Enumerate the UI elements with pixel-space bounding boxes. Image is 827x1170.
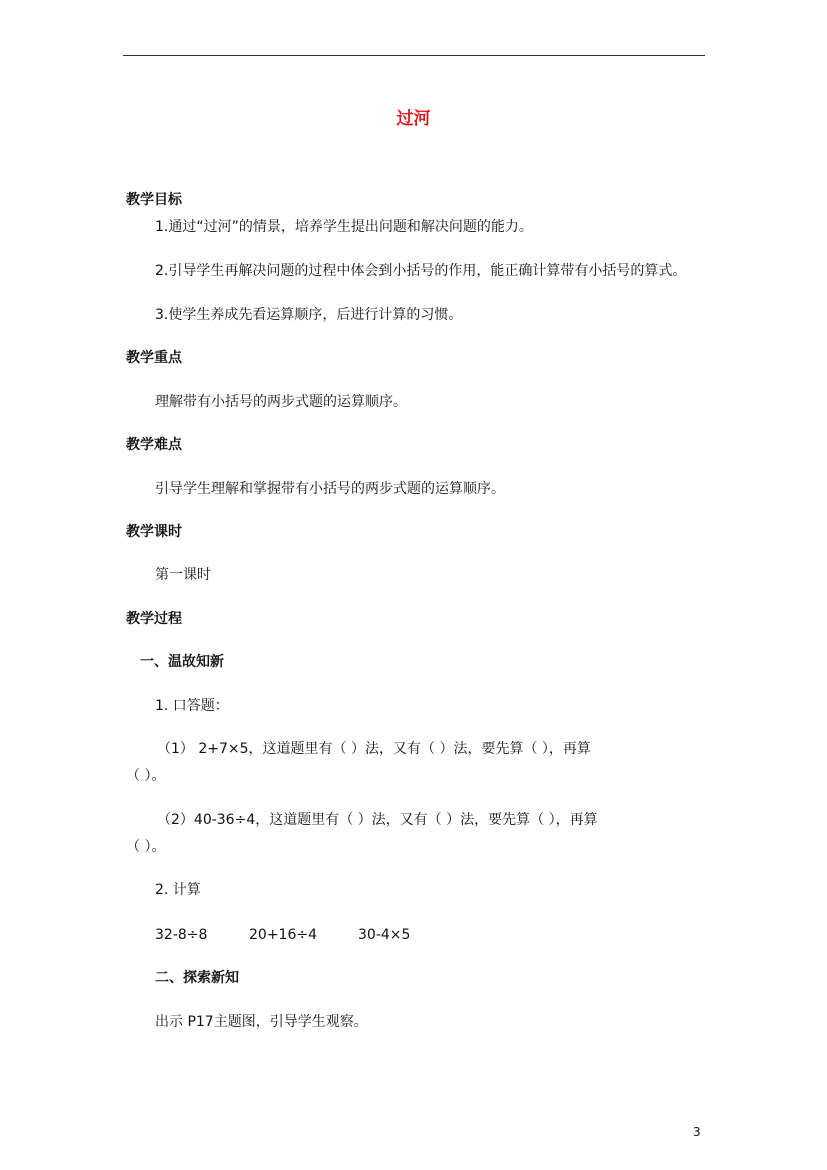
- hours-text: 第一课时: [155, 567, 211, 583]
- header-rule: [123, 55, 705, 56]
- calc-items: [155, 925, 455, 945]
- calc-item: 20+16÷4: [249, 927, 317, 943]
- page-number: 3: [693, 1125, 701, 1139]
- part2-heading: 二、探索新知: [155, 970, 239, 986]
- part1-heading: 一、温故知新: [140, 654, 224, 670]
- document-title: 过河: [396, 109, 431, 129]
- goal-2: 2.引导学生再解决问题的过程中体会到小括号的作用，能正确计算带有小括号的算式。: [155, 263, 687, 279]
- process-heading: 教学过程: [126, 611, 182, 627]
- question-1-line-1: （1） 2+7×5，这道题里有（ ）法，又有（ ）法，要先算（ ），再算: [157, 741, 591, 757]
- goal-3: 3.使学生养成先看运算顺序，后进行计算的习惯。: [155, 307, 463, 323]
- key-heading: 教学重点: [126, 350, 182, 366]
- question-1-line-2: （ ）。: [126, 768, 166, 784]
- calc-item: 32-8÷8: [155, 927, 208, 943]
- part2-text: 出示 P17主题图，引导学生观察。: [155, 1014, 368, 1030]
- difficulty-heading: 教学难点: [126, 437, 182, 453]
- calc-item: 30-4×5: [358, 927, 411, 943]
- question-2-line-1: （2）40-36÷4，这道题里有（ ）法，又有（ ）法，要先算（ ），再算: [157, 812, 598, 828]
- goals-heading: 教学目标: [126, 192, 182, 208]
- difficulty-text: 引导学生理解和掌握带有小括号的两步式题的运算顺序。: [155, 481, 505, 497]
- hours-heading: 教学课时: [126, 524, 182, 540]
- key-text: 理解带有小括号的两步式题的运算顺序。: [155, 394, 407, 410]
- calc-label: 2. 计算: [155, 882, 201, 898]
- goal-1: 1.通过“过河”的情景，培养学生提出问题和解决问题的能力。: [155, 219, 533, 235]
- question-2-line-2: （ ）。: [126, 839, 166, 855]
- oral-label: 1. 口答题：: [155, 698, 229, 714]
